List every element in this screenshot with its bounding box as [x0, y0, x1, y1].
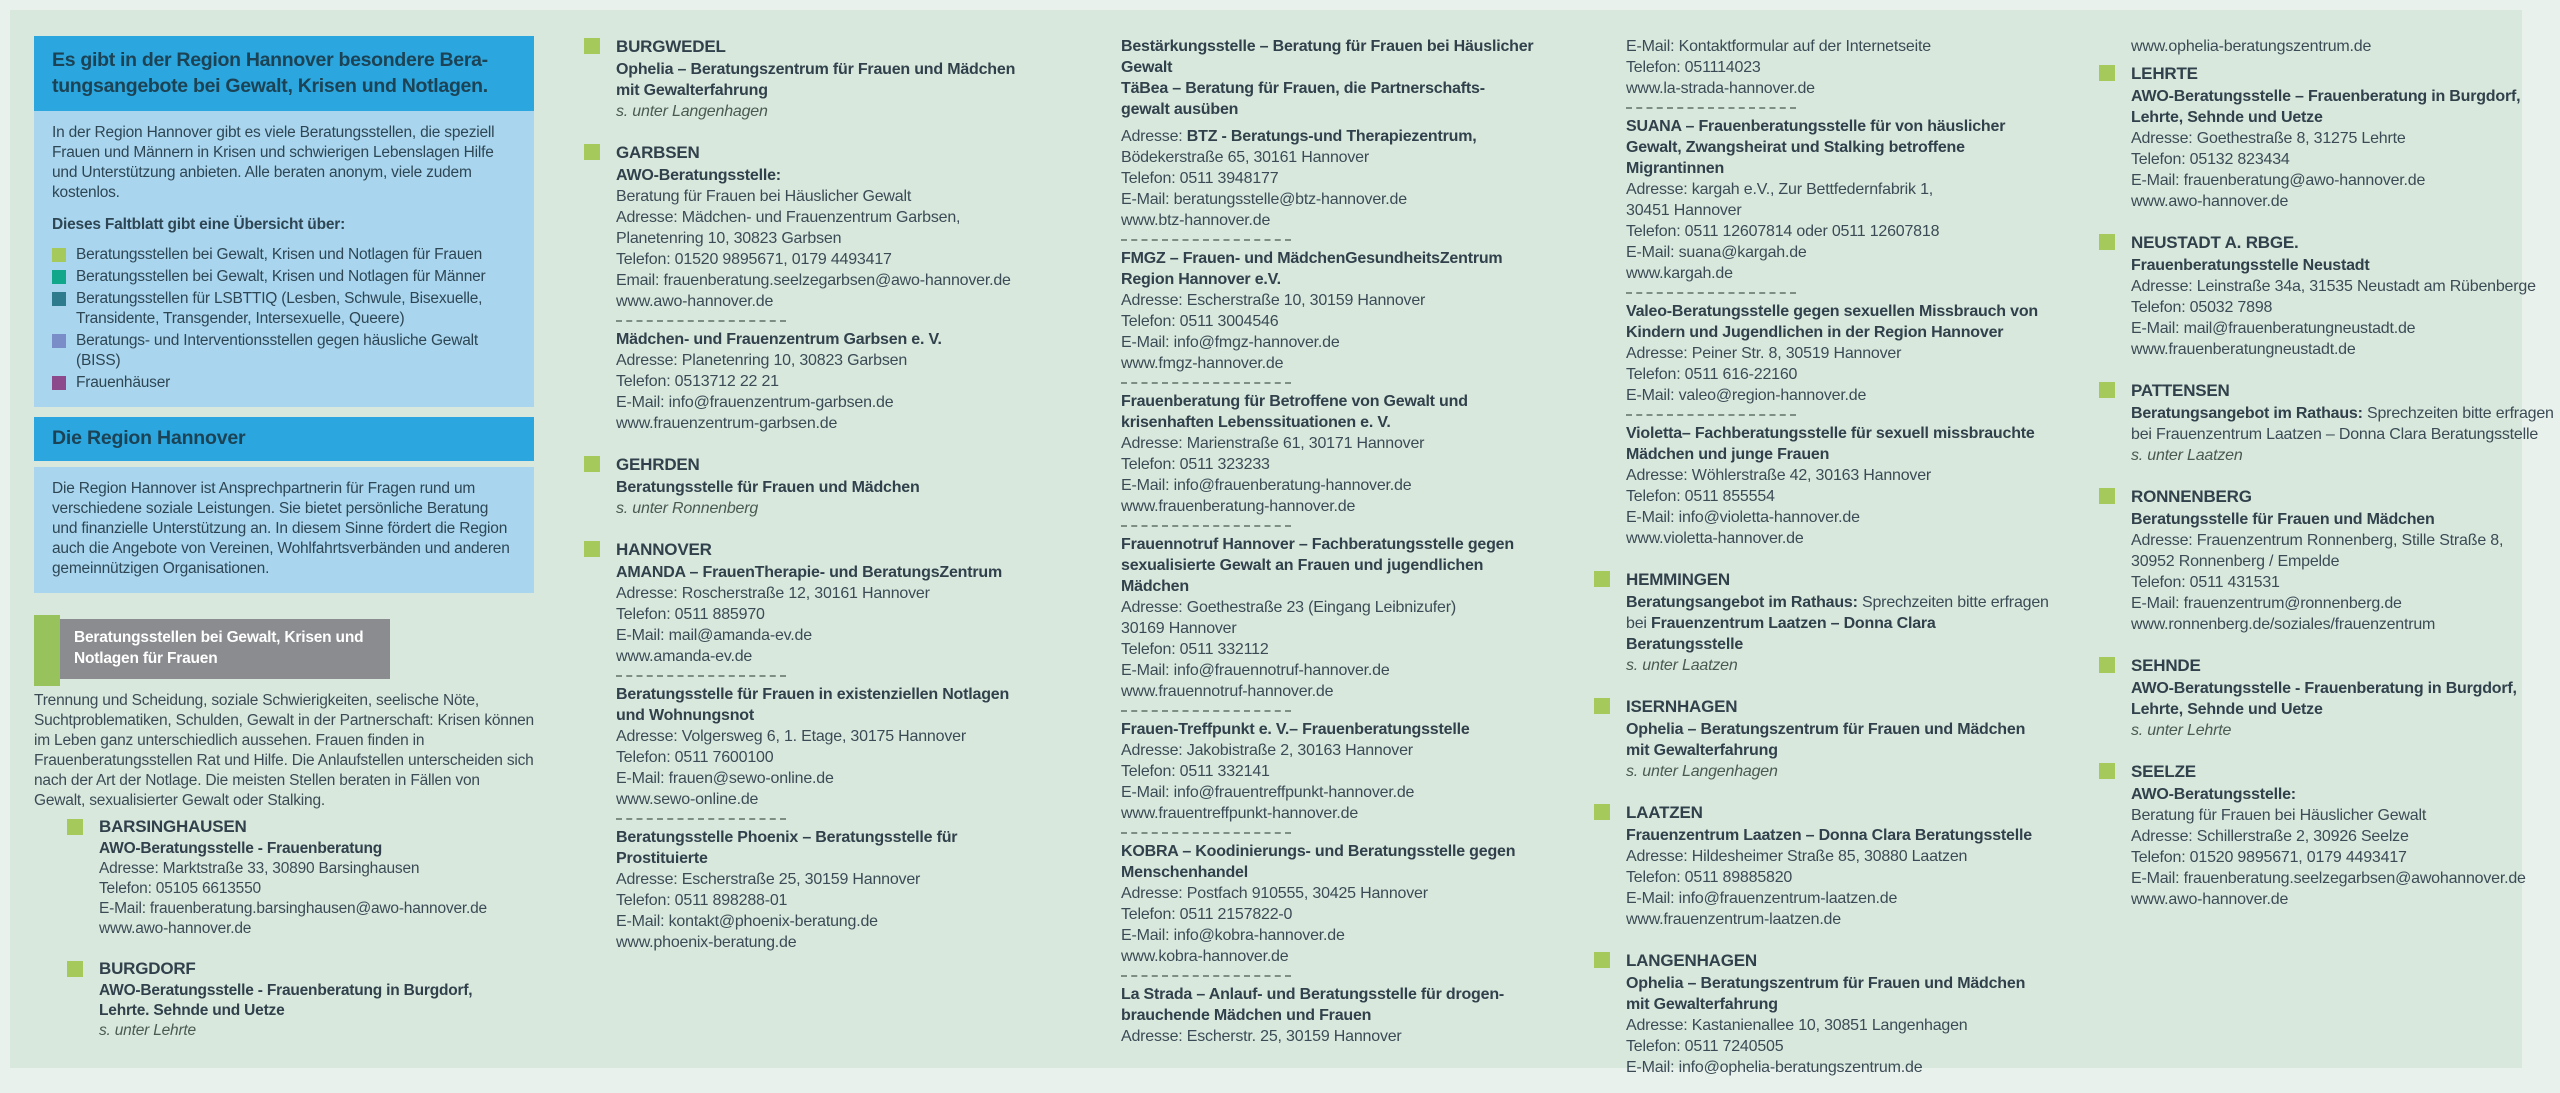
org-entry [1121, 841, 1544, 967]
entry-line: www.kargah.de [1626, 265, 1733, 282]
intro-title-line-2: tungsangebote bei Gewalt, Krisen und Notlagen. [52, 75, 488, 97]
city-bullet-icon [2099, 488, 2115, 504]
entry-line: www.amanda-ev.de [616, 648, 753, 665]
org-entry [616, 562, 1039, 667]
entry-separator [1121, 525, 1291, 527]
entry-line: Telefon: 0511 7600100 [616, 749, 774, 766]
intro-title-line-1: Es gibt in der Region Hannover besondere Bera- [52, 49, 488, 71]
entry-line: Telefon: 01520 9895671, 0179 4493417 [616, 251, 892, 268]
entry-line: Bestärkungsstelle – Beratung für Frauen bei Häuslicher Gewalt [1121, 38, 1534, 76]
entries-column-5 [2099, 36, 2554, 1068]
entry-line: Adresse: Planetenring 10, 30823 Garbsen [616, 352, 908, 369]
entry-line: www.frauennotruf-hannover.de [1121, 683, 1334, 700]
entries-column-4 [1594, 36, 2049, 1076]
city-header [2131, 761, 2554, 782]
entry-line: E-Mail: info@fmgz-hannover.de [1121, 334, 1340, 351]
org-entry [99, 839, 534, 939]
entry-line: www.awo-hannover.de [2131, 891, 2289, 908]
city-label: SEHNDE [2131, 656, 2201, 675]
entry-line: Frauenberatungsstelle Neustadt [2131, 257, 2370, 274]
entry-line: www.ronnenberg.de/soziales/frauenzentrum [2131, 616, 2436, 633]
legend-swatch-icon [52, 334, 66, 348]
org-entry [2131, 678, 2554, 741]
entry-line: s. unter Laatzen [1626, 657, 1738, 674]
org-entry [2131, 36, 2554, 57]
legend-item [52, 245, 516, 265]
entry-line: AWO-Beratungsstelle - Frauenberatung [99, 840, 383, 857]
city-bullet-icon [2099, 234, 2115, 250]
legend-swatch-icon [52, 292, 66, 306]
entry-line: E-Mail: beratungsstelle@btz-hannover.de [1121, 191, 1407, 208]
org-entry [1626, 825, 2049, 930]
city-label: LEHRTE [2131, 64, 2198, 83]
entry-line: Adresse: Mädchen- und Frauenzentrum Garbsen, [616, 209, 961, 226]
entry-line: www.btz-hannover.de [1121, 212, 1271, 229]
entry-line: Lehrte. Sehnde und Uetze [99, 1002, 285, 1019]
city-header [616, 142, 1039, 163]
org-entry [616, 827, 1039, 953]
entry-line: www.phoenix-beratung.de [616, 934, 797, 951]
entry-line: www.frauentreffpunkt-hannover.de [1121, 805, 1359, 822]
entry-separator [1626, 292, 1796, 294]
org-entry [1626, 116, 2049, 284]
org-entry [1121, 534, 1544, 702]
entry-line: Adresse: Marktstraße 33, 30890 Barsinghausen [99, 860, 420, 877]
org-entry [2131, 784, 2554, 910]
entry-line: s. unter Lehrte [99, 1022, 196, 1039]
entry-line: Telefon: 0513712 22 21 [616, 373, 779, 390]
org-entry [1121, 719, 1544, 824]
entry-line: Adresse: Escherstraße 10, 30159 Hannover [1121, 292, 1426, 309]
entry-line: bei Frauenzentrum Laatzen – Donna Clara Beratungsstelle [2131, 426, 2539, 443]
city-bullet-icon [67, 819, 83, 835]
entry-line: www.kobra-hannover.de [1121, 948, 1289, 965]
intro-info-box [34, 111, 534, 407]
region-paragraph: Die Region Hannover ist Ansprechpartnerin für Fragen rund um verschiedene soziale Leistungen. Sie bietet persönliche Beratung und finanzielle Unterstützung an. In diesem Sinne fördert die Region auch die Angebote von Vereinen, Wohlfahrtsverbänden und anderen gemeinnützigen Organisationen. [52, 480, 510, 577]
org-entry [616, 59, 1039, 122]
entry-line: E-Mail: info@frauenzentrum-garbsen.de [616, 394, 894, 411]
city-header [2131, 486, 2554, 507]
column-intro [34, 36, 534, 1068]
city-header [1626, 569, 2049, 590]
entry-line: Beratungsstelle für Frauen in existenziellen Notlagen und Wohnungsnot [616, 686, 1010, 724]
region-info-box [34, 467, 534, 593]
entry-line: Telefon: 0511 898288-01 [616, 892, 788, 909]
city-header [1626, 696, 2049, 717]
entry-line: FMGZ – Frauen- und MädchenGesundheitsZentrum Region Hannover e.V. [1121, 250, 1503, 288]
city-bullet-icon [2099, 657, 2115, 673]
city-bullet-icon [1594, 571, 1610, 587]
entry-line: Adresse: Jakobistraße 2, 30163 Hannover [1121, 742, 1413, 759]
women-section-header [34, 619, 534, 679]
org-entry [616, 477, 1039, 519]
org-entry [1121, 36, 1544, 231]
org-entry [1626, 36, 2049, 99]
entry-line: Valeo-Beratungsstelle gegen sexuellen Missbrauch von Kindern und Jugendlichen in der Region Hannover [1626, 303, 2038, 341]
legend-item-label: Beratungsstellen bei Gewalt, Krisen und Notlagen für Männer [76, 268, 486, 285]
entry-line: www.frauenzentrum-laatzen.de [1626, 911, 1841, 928]
entry-line: Adresse: Escherstraße 25, 30159 Hannover [616, 871, 921, 888]
entry-line: www.frauenberatungneustadt.de [2131, 341, 2356, 358]
entry-line: Ophelia – Beratungszentrum für Frauen und Mädchen mit Gewalterfahrung [616, 61, 1016, 99]
entry-line: SUANA – Frauenberatungsstelle für von häuslicher Gewalt, Zwangsheirat und Stalking betroffene Migrantinnen [1626, 118, 2006, 177]
entry-line: www.ophelia-beratungszentrum.de [2131, 38, 2372, 55]
city-bullet-icon [2099, 65, 2115, 81]
entry-line: La Strada – Anlauf- und Beratungsstelle für drogen- [1121, 986, 1505, 1003]
org-entry [2131, 86, 2554, 212]
entries-column-1 [67, 817, 534, 1041]
city-label: LAATZEN [1626, 803, 1703, 822]
entry-line: bei Frauenzentrum Laatzen – Donna Clara Beratungsstelle [1626, 615, 1936, 653]
entry-line: Beratungsangebot im Rathaus: Sprechzeiten bitte erfragen [2131, 405, 2554, 422]
entry-line: Telefon: 0511 89885820 [1626, 869, 1793, 886]
city-header [616, 539, 1039, 560]
entries-column-2 [584, 36, 1039, 1068]
city-label: GARBSEN [616, 143, 700, 162]
entry-line: TäBea – Beratung für Frauen, die Partnerschafts- [1121, 80, 1485, 97]
entry-line: E-Mail: info@violetta-hannover.de [1626, 509, 1860, 526]
entry-line: Violetta– Fachberatungsstelle für sexuell missbrauchte Mädchen und junge Frauen [1626, 425, 2035, 463]
city-label: GEHRDEN [616, 455, 700, 474]
entry-line: Telefon: 0511 12607814 oder 0511 12607818 [1626, 223, 1940, 240]
entry-line: Frauenzentrum Laatzen – Donna Clara Beratungsstelle [1626, 827, 2032, 844]
legend-item-label: Beratungs- und Interventionsstellen gegen häusliche Gewalt (BISS) [76, 332, 478, 369]
city-bullet-icon [584, 541, 600, 557]
city-label: BARSINGHAUSEN [99, 817, 247, 836]
entry-line: AMANDA – FrauenTherapie- und BeratungsZentrum [616, 564, 1002, 581]
org-entry [1626, 301, 2049, 406]
entry-line: s. unter Laatzen [2131, 447, 2243, 464]
entry-line: Adresse: Leinstraße 34a, 31535 Neustadt am Rübenberge [2131, 278, 2536, 295]
overview-heading: Dieses Faltblatt gibt eine Übersicht über: [52, 216, 346, 233]
entry-line: KOBRA – Koodinierungs- und Beratungsstelle gegen Menschenhandel [1121, 843, 1516, 881]
entry-separator [1626, 414, 1796, 416]
city-label: ISERNHAGEN [1626, 697, 1738, 716]
entry-line: E-Mail: info@frauenzentrum-laatzen.de [1626, 890, 1898, 907]
entry-line: www.awo-hannover.de [99, 920, 252, 937]
entry-line: E-Mail: frauenberatung@awo-hannover.de [2131, 172, 2426, 189]
city-label: LANGENHAGEN [1626, 951, 1757, 970]
entry-line: E-Mail: Kontaktformular auf der Internetseite [1626, 38, 1931, 55]
city-bullet-icon [2099, 763, 2115, 779]
entry-line: s. unter Ronnenberg [616, 500, 759, 517]
city-bullet-icon [584, 38, 600, 54]
entry-separator [616, 675, 786, 677]
entry-line: Adresse: Goethestraße 23 (Eingang Leibnizufer) [1121, 599, 1456, 616]
region-header-box: Die Region Hannover [34, 417, 534, 461]
entry-line: Beratungsstelle Phoenix – Beratungsstelle für Prostituierte [616, 829, 958, 867]
entry-line: Beratung für Frauen bei Häuslicher Gewalt [616, 188, 912, 205]
entry-line: www.sewo-online.de [616, 791, 759, 808]
women-section-title: Beratungsstellen bei Gewalt, Krisen und Notlagen für Frauen [60, 619, 390, 679]
legend-swatch-icon [52, 270, 66, 284]
entry-line: Telefon: 0511 7240505 [1626, 1038, 1784, 1055]
org-entry [616, 165, 1039, 312]
entry-separator [1626, 107, 1796, 109]
entry-line: Frauen-Treffpunkt e. V.– Frauenberatungsstelle [1121, 721, 1470, 738]
city-header [2131, 380, 2554, 401]
entry-line: E-Mail: info@kobra-hannover.de [1121, 927, 1345, 944]
legend-item [52, 267, 516, 287]
entry-line: www.la-strada-hannover.de [1626, 80, 1815, 97]
city-label: HANNOVER [616, 540, 712, 559]
org-entry [1626, 592, 2049, 676]
entry-separator [616, 320, 786, 322]
org-entry [1121, 248, 1544, 374]
entry-separator [1121, 832, 1291, 834]
org-entry [1121, 984, 1544, 1047]
city-bullet-icon [2099, 382, 2115, 398]
section-bar-icon [34, 615, 60, 686]
entry-line: AWO-Beratungsstelle: [2131, 786, 2296, 803]
entry-line: Telefon: 05032 7898 [2131, 299, 2273, 316]
city-label: HEMMINGEN [1626, 570, 1730, 589]
entry-line: Telefon: 0511 431531 [2131, 574, 2280, 591]
entry-line: Mädchen- und Frauenzentrum Garbsen e. V. [616, 331, 942, 348]
entry-line: E-Mail: info@frauennotruf-hannover.de [1121, 662, 1390, 679]
city-label: BURGWEDEL [616, 37, 726, 56]
entry-line: Ophelia – Beratungszentrum für Frauen und Mädchen mit Gewalterfahrung [1626, 975, 2026, 1013]
entry-line: E-Mail: mail@frauenberatungneustadt.de [2131, 320, 2416, 337]
entry-line: E-Mail: info@frauentreffpunkt-hannover.de [1121, 784, 1415, 801]
entry-line: AWO-Beratungsstelle - Frauenberatung in Burgdorf, Lehrte, Sehnde und Uetze [2131, 680, 2517, 718]
entry-line: Adresse: Wöhlerstraße 42, 30163 Hannover [1626, 467, 1932, 484]
entry-line: E-Mail: kontakt@phoenix-beratung.de [616, 913, 878, 930]
entry-line: 30451 Hannover [1626, 202, 1742, 219]
entry-line: Telefon: 0511 616-22160 [1626, 366, 1798, 383]
city-label: PATTENSEN [2131, 381, 2230, 400]
entry-line: Telefon: 05132 823434 [2131, 151, 2290, 168]
org-entry [616, 329, 1039, 434]
legend-item-label: Frauenhäuser [76, 374, 171, 391]
entry-line: Adresse: Goethestraße 8, 31275 Lehrte [2131, 130, 2406, 147]
entry-line: Adresse: Roscherstraße 12, 30161 Hannover [616, 585, 930, 602]
legend-item-label: Beratungsstellen für LSBTTIQ (Lesben, Schwule, Bisexuelle, Transidente, Transgender, Intersexuelle, Queere) [76, 290, 483, 327]
city-label: NEUSTADT A. RBGE. [2131, 233, 2299, 252]
city-header [2131, 63, 2554, 84]
city-header [2131, 232, 2554, 253]
entry-line: Adresse: Schillerstraße 2, 30926 Seelze [2131, 828, 2409, 845]
entry-line: Adresse: Frauenzentrum Ronnenberg, Stille Straße 8, [2131, 532, 2504, 549]
city-label: RONNENBERG [2131, 487, 2252, 506]
entries-column-3 [1089, 36, 1544, 1068]
entry-line: www.awo-hannover.de [2131, 193, 2289, 210]
entry-line: E-Mail: suana@kargah.de [1626, 244, 1807, 261]
city-header [99, 959, 534, 979]
city-header [2131, 655, 2554, 676]
legend-item-label: Beratungsstellen bei Gewalt, Krisen und Notlagen für Frauen [76, 246, 483, 263]
entry-line: E-Mail: info@frauenberatung-hannover.de [1121, 477, 1412, 494]
entry-line: Telefon: 0511 2157822-0 [1121, 906, 1293, 923]
entry-line: Telefon: 051114023 [1626, 59, 1761, 76]
city-header [99, 817, 534, 837]
org-entry [1626, 973, 2049, 1078]
city-label: SEELZE [2131, 762, 2196, 781]
org-entry [2131, 255, 2554, 360]
entry-line: Adresse: Postfach 910555, 30425 Hannover [1121, 885, 1428, 902]
entry-line: s. unter Lehrte [2131, 722, 2232, 739]
entry-line: Planetenring 10, 30823 Garbsen [616, 230, 842, 247]
city-bullet-icon [1594, 804, 1610, 820]
entry-line: E-Mail: valeo@region-hannover.de [1626, 387, 1867, 404]
entry-line: E-Mail: frauenzentrum@ronnenberg.de [2131, 595, 2402, 612]
city-label: BURGDORF [99, 959, 196, 978]
entry-line: www.violetta-hannover.de [1626, 530, 1804, 547]
entry-line: Telefon: 01520 9895671, 0179 4493417 [2131, 849, 2407, 866]
entry-line: Telefon: 0511 855554 [1626, 488, 1775, 505]
entry-line: Beratungsangebot im Rathaus: Sprechzeiten bitte erfragen [1626, 594, 2049, 611]
city-header [1626, 950, 2049, 971]
city-bullet-icon [584, 144, 600, 160]
city-bullet-icon [584, 456, 600, 472]
org-entry [1626, 423, 2049, 549]
intro-title-box [34, 36, 534, 111]
entry-line: Adresse: Escherstr. 25, 30159 Hannover [1121, 1028, 1402, 1045]
entry-line: s. unter Langenhagen [616, 103, 768, 120]
entry-line: Telefon: 0511 3948177 [1121, 170, 1279, 187]
legend-item [52, 289, 516, 329]
entry-line: Email: frauenberatung.seelzegarbsen@awo-hannover.de [616, 272, 1011, 289]
entry-separator [616, 818, 786, 820]
entry-line: Adresse: Kastanienallee 10, 30851 Langenhagen [1626, 1017, 1968, 1034]
org-entry [2131, 403, 2554, 466]
entry-line: Telefon: 0511 332141 [1121, 763, 1270, 780]
legend-swatch-icon [52, 248, 66, 262]
org-entry [1121, 391, 1544, 517]
entry-line: Ophelia – Beratungszentrum für Frauen und Mädchen mit Gewalterfahrung [1626, 721, 2026, 759]
entry-line: Beratung für Frauen bei Häuslicher Gewalt [2131, 807, 2427, 824]
entry-separator [1121, 975, 1291, 977]
entry-line: Bödekerstraße 65, 30161 Hannover [1121, 149, 1369, 166]
legend-list [52, 245, 516, 393]
intro-paragraph: In der Region Hannover gibt es viele Beratungsstellen, die speziell Frauen und Männern in Krisen und schwierigen Lebenslagen Hilfe und Unterstützung anbieten. Alle beraten anonym, viele zudem kostenlos. [52, 124, 495, 201]
entry-line: gewalt ausüben [1121, 101, 1239, 118]
entry-line: Adresse: Hildesheimer Straße 85, 30880 Laatzen [1626, 848, 1968, 865]
entry-line: 30169 Hannover [1121, 620, 1237, 637]
city-header [1626, 802, 2049, 823]
entry-line: E-Mail: info@ophelia-beratungszentrum.de [1626, 1059, 1923, 1076]
entry-line: Adresse: Peiner Str. 8, 30519 Hannover [1626, 345, 1902, 362]
entry-line: Beratungsstelle für Frauen und Mädchen [616, 479, 920, 496]
women-section-paragraph: Trennung und Scheidung, soziale Schwierigkeiten, seelische Nöte, Suchtproblematiken, Schulden, Gewalt in der Partnerschaft: Krisen können im Leben ganz unterschiedlich aussehen. Frauen finden in Frauenberatungsstellen Rat und Hilfe. Die Anlaufstellen unterscheiden sich nach der Art der Notlage. Die meisten Stellen beraten in Fällen von Gewalt, sexualisierter Gewalt oder Stalking. [34, 692, 534, 809]
entry-line: Frauenberatung für Betroffene von Gewalt und krisenhaften Lebenssituationen e. V. [1121, 393, 1468, 431]
city-bullet-icon [67, 961, 83, 977]
legend-item [52, 331, 516, 371]
entry-line: www.awo-hannover.de [616, 293, 774, 310]
entry-line: E-Mail: frauenberatung.barsinghausen@awo-hannover.de [99, 900, 487, 917]
entry-line: AWO-Beratungsstelle – Frauenberatung in Burgdorf, Lehrte, Sehnde und Uetze [2131, 88, 2521, 126]
city-header [616, 454, 1039, 475]
entry-line: Adresse: Volgersweg 6, 1. Etage, 30175 Hannover [616, 728, 966, 745]
entry-line: Telefon: 0511 332112 [1121, 641, 1269, 658]
entry-separator [1121, 239, 1291, 241]
entry-line: AWO-Beratungsstelle - Frauenberatung in Burgdorf, [99, 982, 473, 999]
legend-item [52, 373, 516, 393]
entry-line: AWO-Beratungsstelle: [616, 167, 781, 184]
entry-line: Frauennotruf Hannover – Fachberatungsstelle gegen sexualisierte Gewalt an Frauen und jugendlichen Mädchen [1121, 536, 1514, 595]
entry-line: Adresse: kargah e.V., Zur Bettfedernfabrik 1, [1626, 181, 1934, 198]
entry-line: Telefon: 0511 885970 [616, 606, 765, 623]
entry-line: E-Mail: frauen@sewo-online.de [616, 770, 834, 787]
legend-swatch-icon [52, 376, 66, 390]
entry-line: s. unter Langenhagen [1626, 763, 1778, 780]
city-bullet-icon [1594, 698, 1610, 714]
entry-line: E-Mail: mail@amanda-ev.de [616, 627, 812, 644]
org-entry [99, 981, 534, 1041]
entry-line: www.frauenzentrum-garbsen.de [616, 415, 838, 432]
org-entry [616, 684, 1039, 810]
entry-separator [1121, 382, 1291, 384]
city-bullet-icon [1594, 952, 1610, 968]
entry-line: Telefon: 0511 3004546 [1121, 313, 1279, 330]
org-entry [2131, 509, 2554, 635]
entry-line: Adresse: Marienstraße 61, 30171 Hannover [1121, 435, 1425, 452]
content-panel [10, 10, 2554, 1076]
entry-line: Telefon: 05105 6613550 [99, 880, 261, 897]
entry-line: 30952 Ronnenberg / Empelde [2131, 553, 2340, 570]
entry-line: E-Mail: frauenberatung.seelzegarbsen@awohannover.de [2131, 870, 2526, 887]
org-entry [1626, 719, 2049, 782]
entry-line: www.frauenberatung-hannover.de [1121, 498, 1356, 515]
entry-separator [1121, 710, 1291, 712]
entry-line: www.fmgz-hannover.de [1121, 355, 1284, 372]
entry-line: Beratungsstelle für Frauen und Mädchen [2131, 511, 2435, 528]
entry-line: brauchende Mädchen und Frauen [1121, 1007, 1372, 1024]
entry-line: Telefon: 0511 323233 [1121, 456, 1270, 473]
entry-line: Adresse: BTZ - Beratungs-und Therapiezentrum, [1121, 128, 1477, 145]
city-header [616, 36, 1039, 57]
